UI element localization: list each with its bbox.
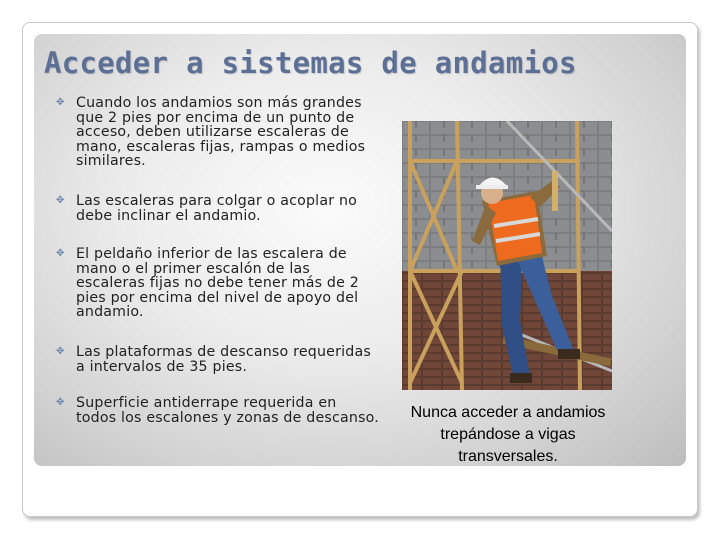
bullet-text: Cuando los andamios son más grandes que 2 pies por encima de un punto de acceso, deben utilizarse escaleras de mano, escaleras fijas, rampas o medios similares. bbox=[76, 95, 366, 169]
slide-title: Acceder a sistemas de andamios bbox=[44, 46, 577, 80]
bullet-text: El peldaño inferior de las escalera de mano o el primer escalón de las escaleras fijas no debe tener más de 2 pies por encima del nivel de apoyo del andamio. bbox=[76, 246, 359, 320]
scaffold-worker-photo bbox=[402, 121, 612, 390]
bullet-text: Superficie antiderrape requerida en todos los escalones y zonas de descanso. bbox=[76, 395, 380, 426]
photo-caption: Nunca acceder a andamios trepándose a vigas transversales. bbox=[410, 404, 606, 465]
bullet-mark-icon: ✥ bbox=[56, 248, 65, 259]
scaffold-worker-illustration bbox=[402, 121, 612, 390]
bullet-mark-icon: ✥ bbox=[56, 397, 65, 408]
bullet-mark-icon: ✥ bbox=[56, 346, 65, 357]
bullet-mark-icon: ✥ bbox=[56, 195, 65, 206]
bullet-text: Las plataformas de descanso requeridas a intervalos de 35 pies. bbox=[76, 344, 371, 375]
bullet-mark-icon: ✥ bbox=[56, 97, 65, 108]
bullet-text: Las escaleras para colgar o acoplar no debe inclinar el andamio. bbox=[76, 193, 358, 224]
